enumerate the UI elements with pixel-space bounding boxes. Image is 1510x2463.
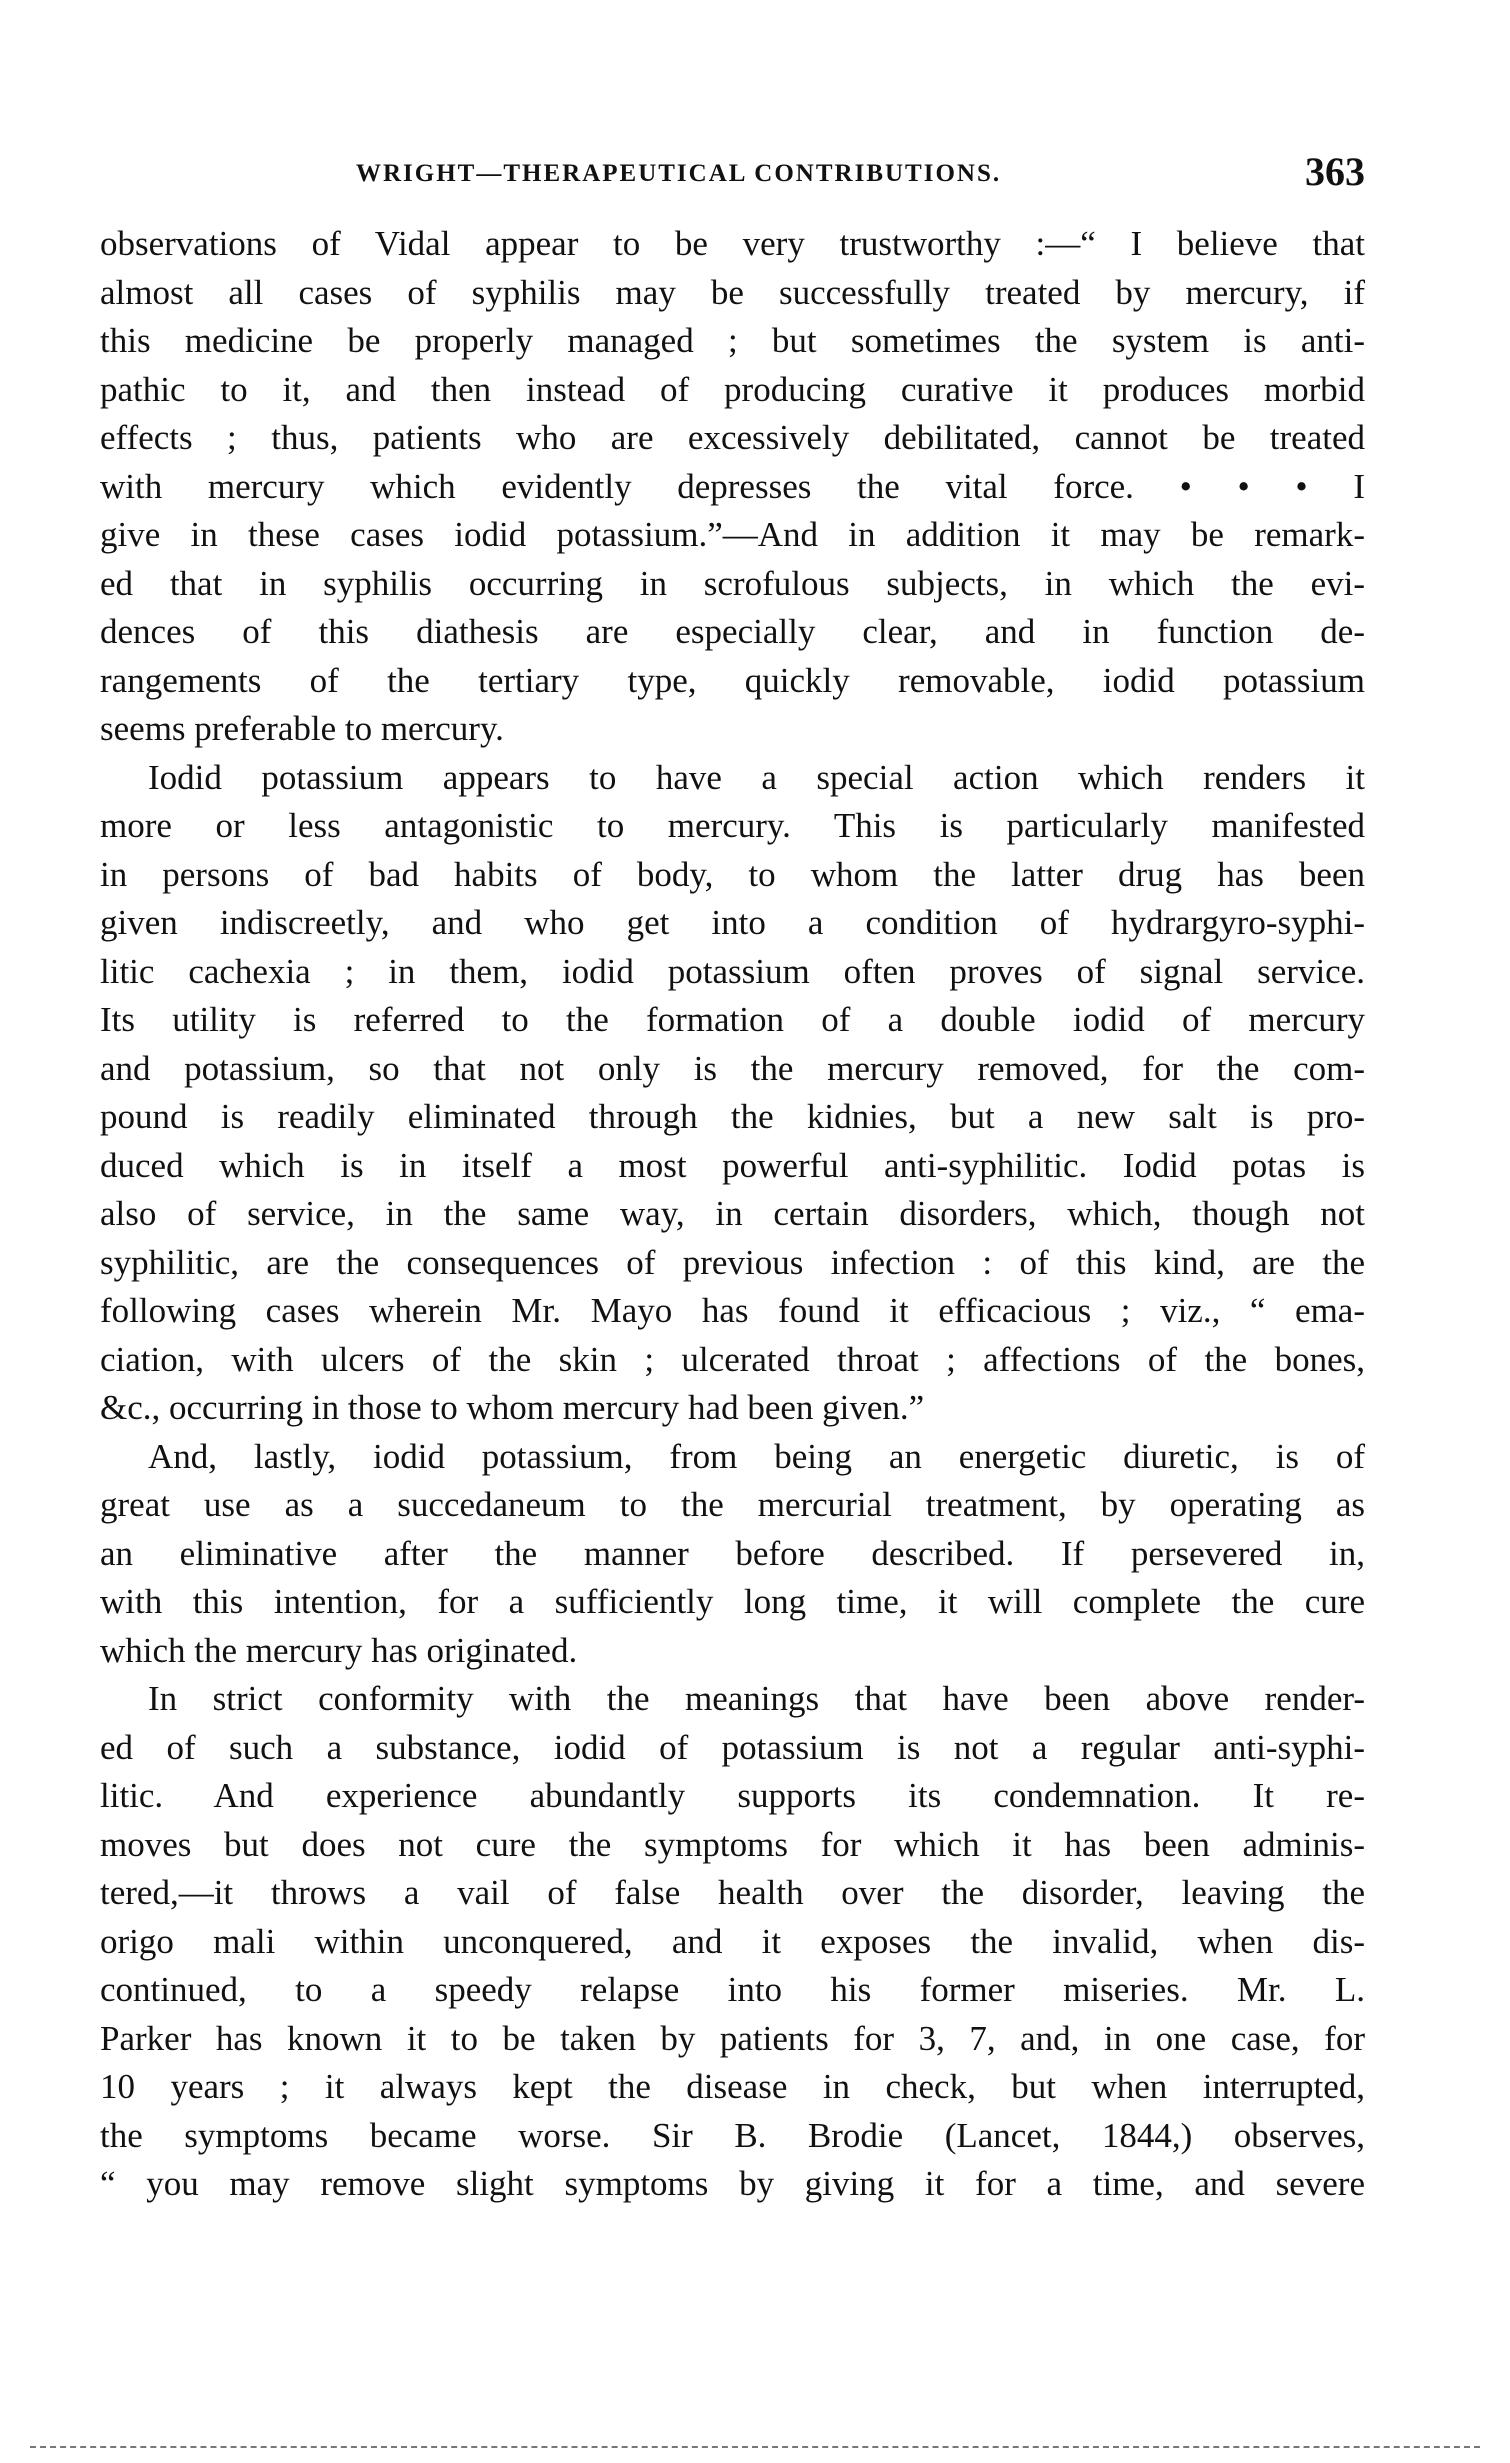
text-line: almost all cases of syphilis may be successfully treated by mercury, if <box>100 272 1365 312</box>
text-line: ciation, with ulcers of the skin ; ulcerated throat ; affections of the bones, <box>100 1339 1365 1379</box>
text-line: seems preferable to mercury. <box>100 709 504 748</box>
text-line: also of service, in the same way, in certain disorders, which, though not <box>100 1194 1365 1233</box>
text-line: litic. And experience abundantly supports its condemnation. It re- <box>100 1776 1365 1815</box>
text-line: Its utility is referred to the formation of a double iodid of mercury <box>100 1000 1365 1039</box>
text-line: which the mercury has originated. <box>100 1630 578 1670</box>
text-line: given indiscreetly, and who get into a condition of hydrargyro-syphi- <box>100 903 1365 942</box>
text-line: continued, to a speedy relapse into his former miseries. Mr. L. <box>100 1970 1365 2009</box>
running-title: WRIGHT—THERAPEUTICAL CONTRIBUTIONS. <box>356 160 1002 187</box>
text-line: following cases wherein Mr. Mayo has found it efficacious ; viz., “ ema- <box>100 1291 1365 1330</box>
text-line: with this intention, for a sufficiently long time, it will complete the cure <box>100 1582 1365 1621</box>
text-line: the symptoms became worse. Sir B. Brodie (Lancet, 1844,) observes, <box>100 2115 1365 2155</box>
text-line: an eliminative after the manner before described. If persevered in, <box>100 1533 1365 1573</box>
body-text <box>100 220 1365 2209</box>
text-line: syphilitic, are the consequences of previous infection : of this kind, are the <box>100 1242 1365 1282</box>
text-line: Iodid potassium appears to have a special action which renders it <box>148 757 1365 797</box>
text-line: litic cachexia ; in them, iodid potassium often proves of signal service. <box>100 951 1365 991</box>
text-line: origo mali within unconquered, and it exposes the invalid, when dis- <box>100 1921 1365 1961</box>
text-line: rangements of the tertiary type, quickly removable, iodid potassium <box>100 660 1365 700</box>
text-line: ed that in syphilis occurring in scrofulous subjects, in which the evi- <box>100 563 1365 603</box>
text-line: more or less antagonistic to mercury. This is particularly manifested <box>100 806 1365 845</box>
running-head <box>100 148 1365 198</box>
text-line: &c., occurring in those to whom mercury had been given.” <box>100 1388 925 1427</box>
text-line: In strict conformity with the meanings that have been above render- <box>148 1679 1365 1718</box>
text-line: great use as a succedaneum to the mercurial treatment, by operating as <box>100 1485 1365 1524</box>
text-line: Parker has known it to be taken by patients for 3, 7, and, in one case, for <box>100 2018 1365 2058</box>
text-line: tered,—it throws a vail of false health over the disorder, leaving the <box>100 1873 1365 1912</box>
text-line: with mercury which evidently depresses the vital force. • • • I <box>100 466 1365 506</box>
text-line: give in these cases iodid potassium.”—And in addition it may be remark- <box>100 515 1365 554</box>
text-line: ed of such a substance, iodid of potassium is not a regular anti-syphi- <box>100 1727 1365 1767</box>
text-line: in persons of bad habits of body, to whom the latter drug has been <box>100 854 1365 894</box>
text-line: observations of Vidal appear to be very trustworthy :—“ I believe that <box>100 224 1365 263</box>
text-line: moves but does not cure the symptoms for which it has been adminis- <box>100 1824 1365 1864</box>
text-line: dences of this diathesis are especially clear, and in function de- <box>100 612 1365 651</box>
page-number: 363 <box>1305 149 1365 194</box>
text-line: this medicine be properly managed ; but sometimes the system is anti- <box>100 321 1365 360</box>
text-line: pound is readily eliminated through the kidnies, but a new salt is pro- <box>100 1097 1365 1136</box>
text-line: effects ; thus, patients who are excessively debilitated, cannot be treated <box>100 418 1365 457</box>
text-line: And, lastly, iodid potassium, from being an energetic diuretic, is of <box>148 1436 1365 1476</box>
text-line: 10 years ; it always kept the disease in check, but when interrupted, <box>100 2067 1365 2106</box>
text-line: duced which is in itself a most powerful anti-syphilitic. Iodid potas is <box>100 1145 1365 1185</box>
text-line: and potassium, so that not only is the mercury removed, for the com- <box>100 1048 1365 1088</box>
bottom-scan-rule <box>30 2446 1480 2448</box>
text-line: pathic to it, and then instead of producing curative it produces morbid <box>100 369 1365 409</box>
text-line: “ you may remove slight symptoms by giving it for a time, and severe <box>100 2164 1365 2203</box>
